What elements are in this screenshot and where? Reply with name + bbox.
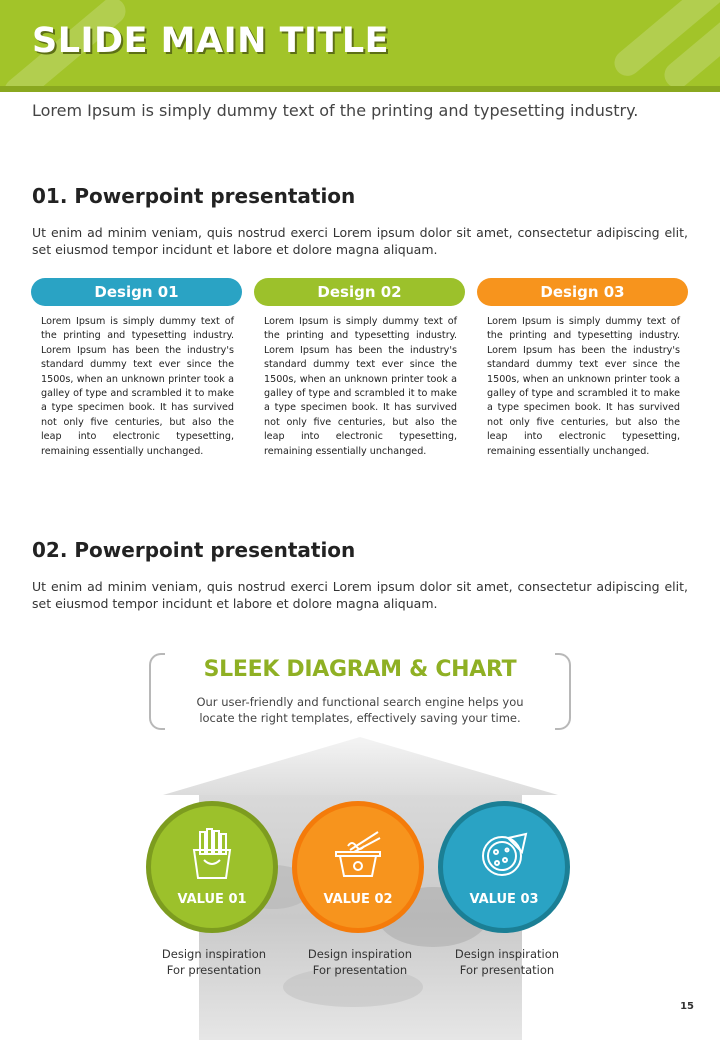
- fries-icon: [188, 828, 236, 880]
- value-01-caption: [139, 946, 289, 978]
- section1-title: 01. Powerpoint presentation: [32, 184, 356, 208]
- design-01-text: Lorem Ipsum is simply dummy text of the printing and typesetting industry. Lorem Ipsum has been the industry's standard dummy text ever since the 1500s, when an unknown printer took a galley of type and scrambled it to make a type specimen book. It has survived not only five centuries, but also the leap into electronic typesetting, remaining essentially unchanged.: [41, 316, 234, 457]
- diagram-description: Our user-friendly and functional search engine helps you locate the right templates, effectively saving your time.: [196, 695, 524, 725]
- diagram-title: SLEEK DIAGRAM & CHART: [203, 657, 517, 682]
- value-03-label: VALUE 03: [469, 892, 539, 907]
- design-03-text: Lorem Ipsum is simply dummy text of the printing and typesetting industry. Lorem Ipsum has been the industry's standard dummy text ever since the 1500s, when an unknown printer took a galley of type and scrambled it to make a type specimen book. It has survived not only five centuries, but also the leap into electronic typesetting, remaining essentially unchanged.: [487, 316, 680, 457]
- section2-body: Ut enim ad minim veniam, quis nostrud exerci Lorem ipsum dolor sit amet, consectetur adipiscing elit, set eiusmod tempor incidunt et labore et dolore magna aliquam.: [32, 579, 688, 611]
- caption-line: For presentation: [166, 963, 262, 977]
- page-number: 15: [680, 1001, 694, 1012]
- design-01-pill: Design 01: [31, 278, 242, 306]
- design-02-pill: Design 02: [254, 278, 465, 306]
- caption-line: Design inspiration: [454, 947, 560, 961]
- caption-line: Design inspiration: [307, 947, 413, 961]
- section1-body: Ut enim ad minim veniam, quis nostrud exerci Lorem ipsum dolor sit amet, consectetur adipiscing elit, set eiusmod tempor incidunt et labore et dolore magna aliquam.: [32, 225, 688, 257]
- header-banner: [0, 0, 720, 86]
- page-subtitle: Lorem Ipsum is simply dummy text of the printing and typesetting industry.: [32, 101, 639, 120]
- noodles-icon: [334, 828, 382, 880]
- value-01-label: VALUE 01: [177, 892, 247, 907]
- value-02-caption: [285, 946, 435, 978]
- value-02-label: VALUE 02: [323, 892, 393, 907]
- header-underline: [0, 86, 720, 92]
- caption-line: For presentation: [459, 963, 555, 977]
- value-01-circle: [146, 801, 278, 933]
- design-03-pill: Design 03: [477, 278, 688, 306]
- design-02-text: Lorem Ipsum is simply dummy text of the printing and typesetting industry. Lorem Ipsum has been the industry's standard dummy text ever since the 1500s, when an unknown printer took a galley of type and scrambled it to make a type specimen book. It has survived not only five centuries, but also the leap into electronic typesetting, remaining essentially unchanged.: [264, 316, 457, 457]
- caption-line: For presentation: [312, 963, 408, 977]
- value-03-circle: [438, 801, 570, 933]
- pizza-icon: [480, 828, 528, 880]
- section2-title: 02. Powerpoint presentation: [32, 538, 356, 562]
- value-03-caption: [432, 946, 582, 978]
- value-02-circle: [292, 801, 424, 933]
- page-title: SLIDE MAIN TITLE: [32, 21, 390, 61]
- caption-line: Design inspiration: [161, 947, 267, 961]
